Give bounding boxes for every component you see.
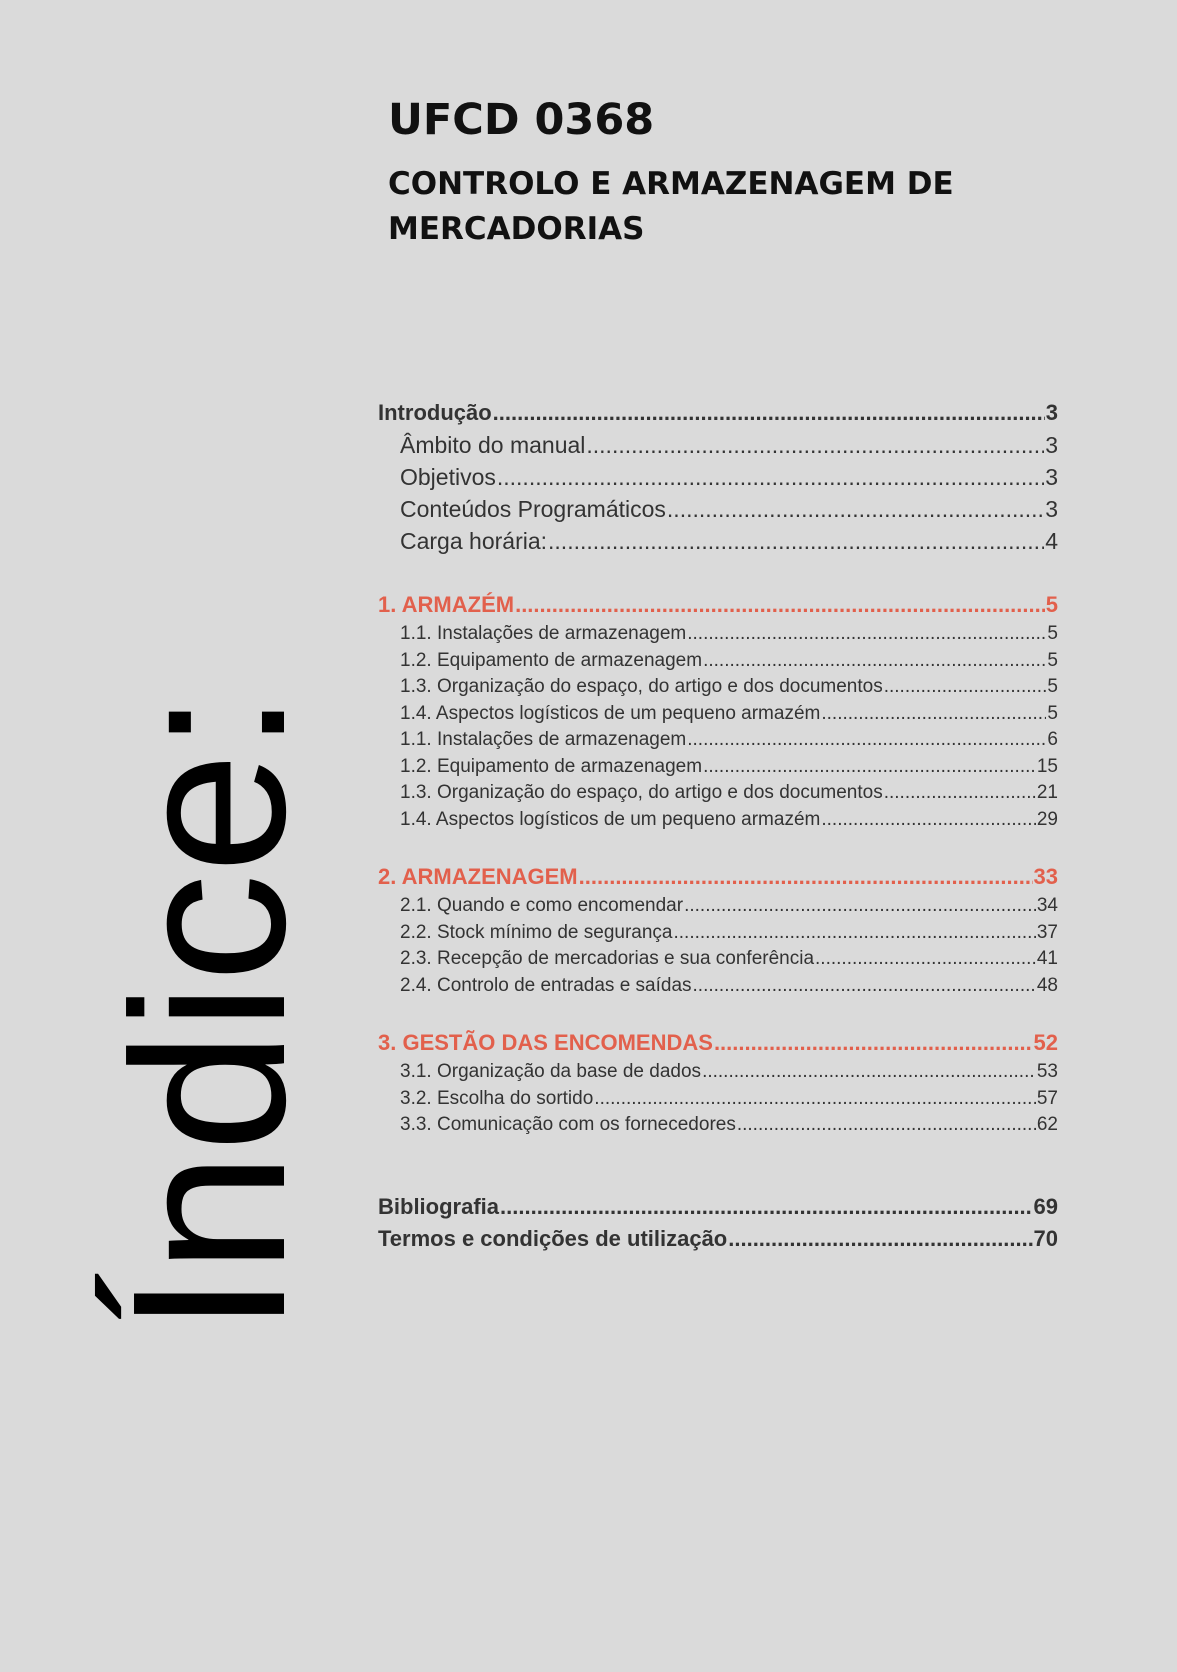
toc-leader-dots: [579, 861, 1033, 893]
toc-item[interactable]: [378, 946, 1058, 973]
toc-entry-page: 4: [1045, 528, 1058, 554]
toc-item-label: 3.3. Comunicação com os fornecedores: [400, 1114, 736, 1135]
toc-item-label: 1.1. Instalações de armazenagem: [400, 623, 687, 644]
toc-entry-contents[interactable]: [378, 493, 1058, 525]
toc-chapter-page: 5: [1045, 592, 1058, 617]
toc-item-page: 48: [1036, 974, 1058, 996]
toc-entry-label: Bibliografia: [378, 1193, 500, 1219]
toc-leader-dots: [687, 621, 1046, 648]
toc-item-page: 5: [1047, 623, 1058, 644]
toc-entry-page: 70: [1033, 1225, 1058, 1251]
toc-item[interactable]: [378, 727, 1058, 754]
toc-entry-introduction[interactable]: [378, 397, 1058, 429]
toc-entry-page: 3: [1045, 400, 1058, 425]
toc-entry-label: Introdução: [378, 400, 492, 425]
toc-item[interactable]: [378, 780, 1058, 807]
toc-leader-dots: [687, 727, 1046, 754]
toc-item[interactable]: [378, 701, 1058, 728]
toc-item-page: 29: [1036, 808, 1058, 830]
toc-chapter-3[interactable]: [378, 1027, 1058, 1059]
toc-leader-dots: [548, 525, 1044, 557]
toc-entry-scope[interactable]: [378, 429, 1058, 461]
toc-leader-dots: [673, 920, 1035, 947]
toc-leader-dots: [703, 648, 1046, 675]
toc-entry-bibliography[interactable]: [378, 1191, 1058, 1223]
toc-chapter-1[interactable]: [378, 589, 1058, 621]
toc-leader-dots: [815, 946, 1036, 973]
toc-leader-dots: [493, 397, 1045, 429]
toc-leader-dots: [500, 1191, 1033, 1223]
toc-item-page: 57: [1036, 1087, 1058, 1109]
toc-item[interactable]: [378, 1059, 1058, 1086]
toc-leader-dots: [693, 973, 1036, 1000]
toc-chapter-label: 1. ARMAZÉM: [378, 592, 515, 617]
toc-spacer: [378, 999, 1058, 1027]
toc-leader-dots: [737, 1112, 1036, 1139]
toc-leader-dots: [728, 1223, 1032, 1255]
toc-leader-dots: [821, 807, 1036, 834]
toc-leader-dots: [497, 461, 1044, 493]
index-side-label: [0, 0, 400, 1672]
toc-item[interactable]: [378, 920, 1058, 947]
toc-item-page: 41: [1036, 948, 1058, 969]
toc-leader-dots: [821, 701, 1046, 728]
toc-entry-label: Conteúdos Programáticos: [400, 496, 666, 522]
toc-item-label: 1.3. Organização do espaço, do artigo e dos documentos: [400, 676, 883, 697]
toc-item-page: 5: [1047, 649, 1058, 671]
toc-leader-dots: [714, 1027, 1033, 1059]
toc-item[interactable]: [378, 1112, 1058, 1139]
toc-entry-label: Carga horária:: [400, 528, 548, 554]
toc-entry-label: Termos e condições de utilização: [378, 1225, 728, 1251]
toc-chapter-page: 52: [1033, 1030, 1058, 1055]
toc-entry-page: 69: [1033, 1193, 1058, 1219]
toc-item-label: 1.2. Equipamento de armazenagem: [400, 649, 703, 671]
toc-item-page: 15: [1036, 755, 1058, 777]
index-side-label-text: Índice:: [88, 691, 331, 1334]
toc-item[interactable]: [378, 674, 1058, 701]
toc-item-label: 2.4. Controlo de entradas e saídas: [400, 974, 692, 996]
toc-entry-terms[interactable]: [378, 1223, 1058, 1255]
toc-entry-objectives[interactable]: [378, 461, 1058, 493]
toc-leader-dots: [703, 754, 1036, 781]
toc-item[interactable]: [378, 648, 1058, 675]
toc-item-page: 53: [1036, 1061, 1058, 1082]
toc-item[interactable]: [378, 973, 1058, 1000]
toc-entry-workload[interactable]: [378, 525, 1058, 557]
toc-entry-page: 3: [1045, 432, 1058, 458]
toc-spacer: [378, 1139, 1058, 1191]
toc-item-label: 1.4. Aspectos logísticos de um pequeno armazém: [400, 702, 821, 724]
toc-item[interactable]: [378, 807, 1058, 834]
toc-spacer: [378, 833, 1058, 861]
toc-item-page: 34: [1036, 895, 1058, 916]
toc-item[interactable]: [378, 1086, 1058, 1113]
toc-item-page: 62: [1036, 1114, 1058, 1135]
toc-item[interactable]: [378, 754, 1058, 781]
toc-chapter-label: 3. GESTÃO DAS ENCOMENDAS: [378, 1030, 713, 1055]
document-header: [388, 92, 1088, 252]
toc-item-label: 1.3. Organização do espaço, do artigo e dos documentos: [400, 782, 883, 803]
toc-leader-dots: [586, 429, 1044, 461]
table-of-contents: [378, 397, 1058, 1255]
toc-item-label: 1.4. Aspectos logísticos de um pequeno armazém: [400, 808, 821, 830]
toc-entry-page: 3: [1045, 464, 1058, 490]
toc-item-label: 3.1. Organização da base de dados: [400, 1061, 702, 1082]
toc-leader-dots: [667, 493, 1044, 525]
toc-item-label: 1.2. Equipamento de armazenagem: [400, 755, 703, 777]
toc-leader-dots: [884, 780, 1036, 807]
toc-item-label: 2.1. Quando e como encomendar: [400, 895, 684, 916]
toc-item-label: 2.2. Stock mínimo de segurança: [400, 921, 673, 943]
toc-chapter-label: 2. ARMAZENAGEM: [378, 864, 578, 889]
toc-item-label: 1.1. Instalações de armazenagem: [400, 729, 687, 750]
toc-item-page: 5: [1047, 702, 1058, 724]
toc-item-page: 5: [1047, 676, 1058, 697]
toc-entry-label: Objetivos: [400, 464, 496, 490]
document-title: [388, 162, 1088, 252]
toc-leader-dots: [884, 674, 1047, 701]
ufcd-code: UFCD 0368: [388, 95, 655, 145]
toc-spacer: [378, 557, 1058, 589]
document-title-line-1: CONTROLO E ARMAZENAGEM DE: [388, 166, 954, 202]
toc-entry-page: 3: [1045, 496, 1058, 522]
toc-chapter-page: 33: [1033, 864, 1058, 889]
document-title-line-2: MERCADORIAS: [388, 211, 645, 247]
toc-item-page: 37: [1036, 921, 1058, 943]
toc-item[interactable]: [378, 893, 1058, 920]
toc-leader-dots: [702, 1059, 1036, 1086]
toc-leader-dots: [684, 893, 1036, 920]
toc-item-page: 6: [1047, 729, 1058, 750]
toc-item-page: 21: [1036, 782, 1058, 803]
toc-leader-dots: [515, 589, 1045, 621]
index-side-label-svg: [0, 0, 400, 1672]
toc-item-label: 3.2. Escolha do sortido: [400, 1087, 594, 1109]
toc-item[interactable]: [378, 621, 1058, 648]
toc-entry-label: Âmbito do manual: [400, 432, 586, 458]
toc-chapter-2[interactable]: [378, 861, 1058, 893]
toc-leader-dots: [594, 1086, 1036, 1113]
toc-item-label: 2.3. Recepção de mercadorias e sua conferência: [400, 948, 815, 969]
